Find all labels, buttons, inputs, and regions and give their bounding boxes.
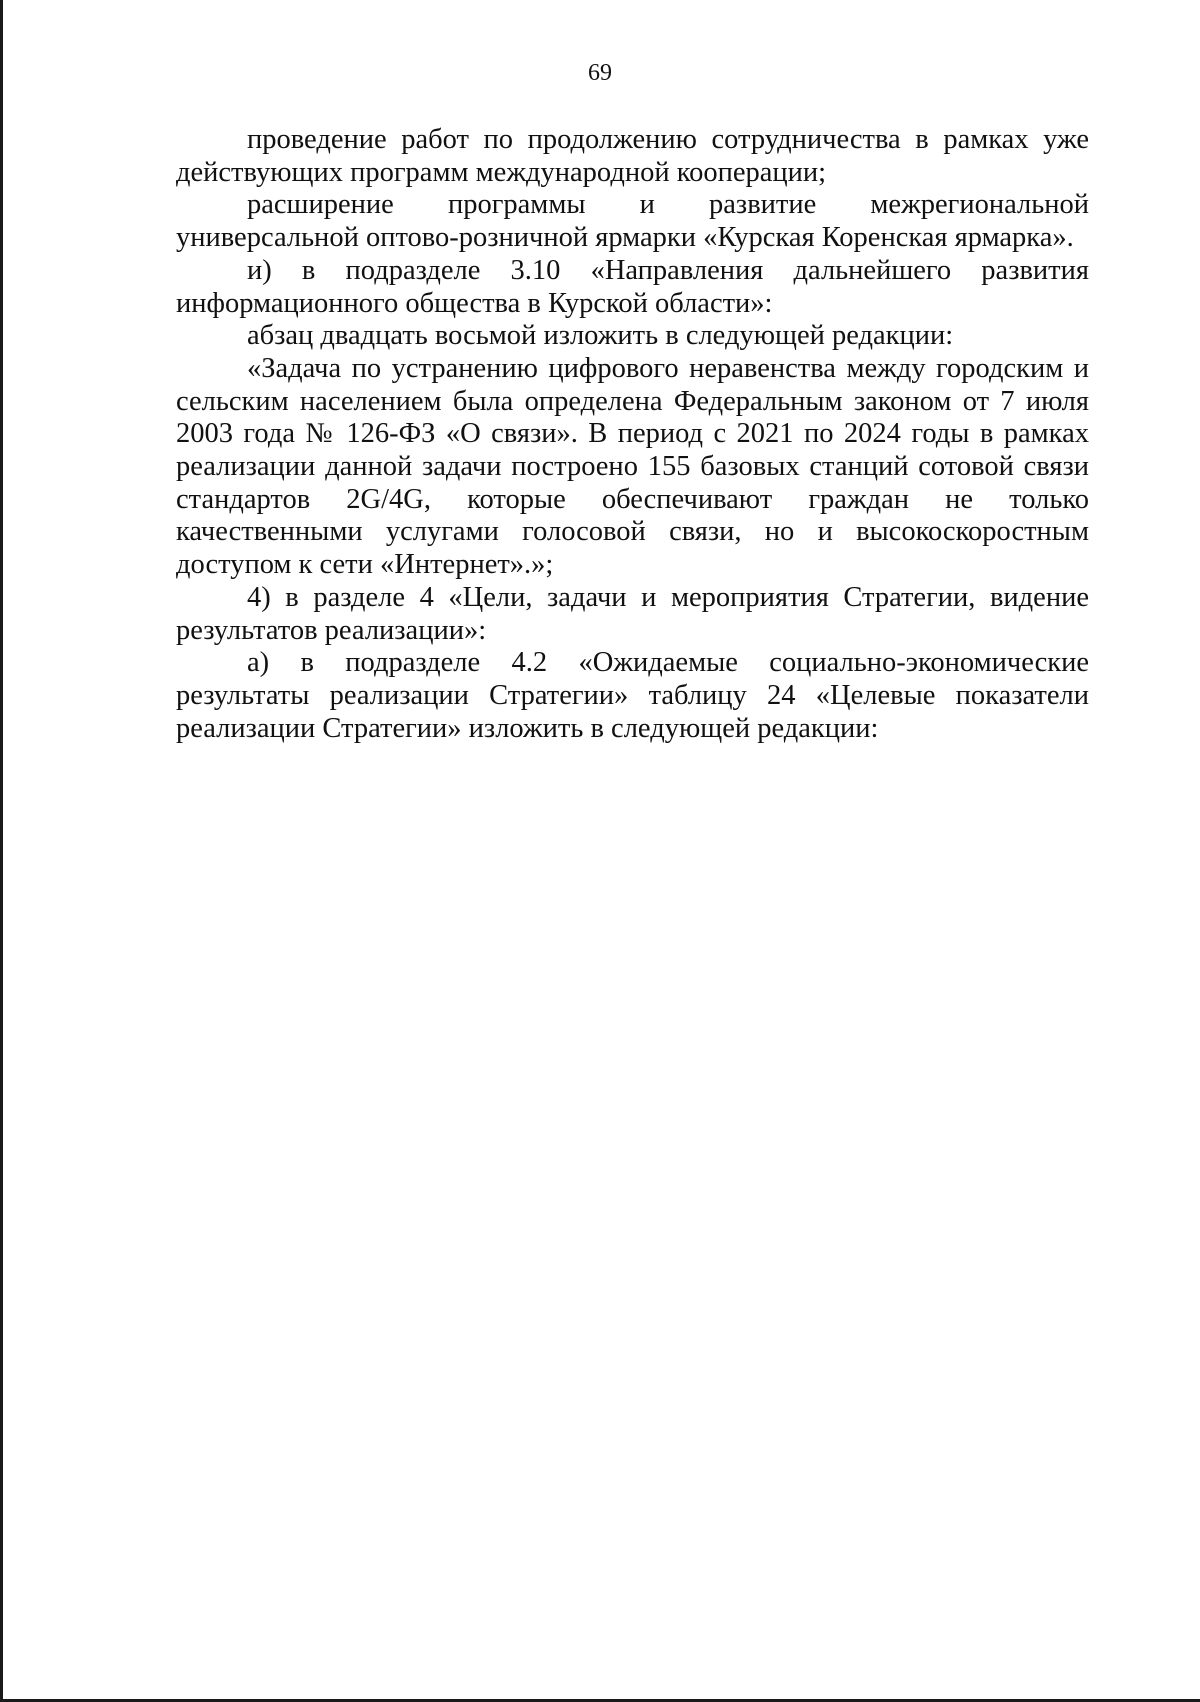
paragraph-28th-abzac: абзац двадцать восьмой изложить в следующей редакции:: [247, 320, 954, 352]
paragraph-korennaya-fair: расширение программы и развитие межрегиональной универсальной оптово-розничной ярмарки «Курская Коренская ярмарка».: [176, 189, 1089, 254]
paragraph-section-4: 4) в разделе 4 «Цели, задачи и мероприятия Стратегии, видение результатов реализации»:: [176, 581, 1089, 646]
paragraph-cooperation-programs: проведение работ по продолжению сотрудничества в рамках уже действующих программ международной кооперации;: [176, 124, 1089, 188]
paragraph-digital-inequality: «Задача по устранению цифрового неравенства между городским и сельским населением была определена Федеральным законом от 7 июля 2003 года № 126-ФЗ «О связи». В период с 2021 по 2024 годы в рамках реализации данной задачи построено 155 базовых станций сотовой связи стандартов 2G/4G, которые обеспечивают граждан не только качественными услугами голосовой связи, но и высокоскоростным доступом к сети «Интернет».»;: [176, 352, 1089, 581]
paragraph-subsection-4-2: а) в подразделе 4.2 «Ожидаемые социально-экономические результаты реализации Стратегии» таблицу 24 «Целевые показатели реализации Стратегии» изложить в следующей редакции:: [176, 647, 1089, 744]
scan-edge-left: [0, 0, 3, 1702]
document-body: [176, 124, 1089, 745]
page-number: 69: [588, 60, 612, 86]
paragraph-subsection-3-10: и) в подразделе 3.10 «Направления дальнейшего развития информационного общества в Курской области»:: [176, 254, 1089, 319]
